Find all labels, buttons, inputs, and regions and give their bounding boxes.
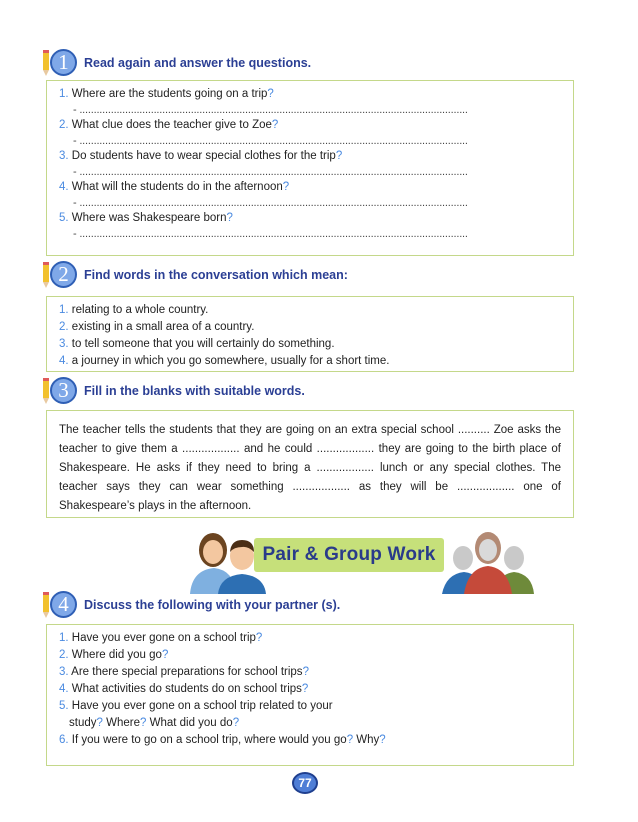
discussion-text: Where did you go (71, 649, 162, 661)
discussion-number: 6. (59, 734, 69, 746)
discussion-item (59, 698, 573, 732)
discussion-number: 3. (59, 666, 69, 678)
discussion-text: Why (353, 734, 380, 746)
question-mark: ? (271, 119, 279, 131)
pair-group-work-title: Pair & Group Work (262, 544, 436, 565)
discussion-number: 5. (59, 700, 69, 712)
definitions-box (46, 296, 574, 372)
section-2-title: Find words in the conversation which mean: (84, 268, 348, 282)
section-3-number: 3 (50, 377, 77, 404)
question-item (59, 180, 573, 195)
pencil-icon (42, 262, 50, 288)
section-1-title: Read again and answer the questions. (84, 56, 312, 70)
question-number: 5. (59, 212, 69, 224)
answer-line: - ........................................................................................................................................ (73, 228, 468, 240)
discussion-text: Have you ever gone on a school trip related to your (71, 700, 333, 712)
question-mark: ? (301, 683, 309, 695)
discussion-text: If you were to go on a school trip, where would you go (71, 734, 347, 746)
question-mark: ? (302, 666, 309, 678)
answer-line: - ........................................................................................................................................ (73, 166, 468, 178)
discussion-item (59, 681, 573, 698)
section-1-number: 1 (50, 49, 77, 76)
discussion-number: 2. (59, 649, 69, 661)
question-mark: ? (346, 734, 354, 746)
pencil-icon (42, 378, 50, 404)
question-text: Do students have to wear special clothes for the trip (71, 150, 336, 162)
question-number: 4. (59, 181, 69, 193)
discussion-text: Are there special preparations for school trips (71, 666, 303, 678)
fill-blanks-box (46, 410, 574, 518)
pair-group-work-bar (254, 538, 444, 572)
definition-text: relating to a whole country. (71, 304, 209, 316)
answer-line: - ........................................................................................................................................ (73, 135, 468, 147)
question-mark: ? (255, 632, 263, 644)
section-2-number: 2 (50, 261, 77, 288)
question-text: What will the students do in the afternoon (71, 181, 283, 193)
discussion-number: 4. (59, 683, 69, 695)
question-mark: ? (379, 734, 386, 746)
definition-number: 3. (59, 338, 69, 350)
page-number: 77 (292, 772, 318, 794)
definition-number: 1. (59, 304, 69, 316)
answer-line: - ........................................................................................................................................ (73, 104, 468, 116)
question-mark: ? (96, 717, 103, 729)
discussion-item (59, 732, 573, 749)
discussion-number: 1. (59, 632, 69, 644)
discussion-text: Have you ever gone on a school trip (71, 632, 256, 644)
question-mark: ? (161, 649, 169, 661)
question-text: Where are the students going on a trip (71, 88, 268, 100)
section-2-badge (40, 260, 80, 290)
question-number: 2. (59, 119, 69, 131)
question-item (59, 118, 573, 133)
section-4-title: Discuss the following with your partner (s). (84, 598, 341, 612)
definitions-list (47, 297, 573, 370)
questions-list (47, 81, 573, 242)
definition-item (59, 319, 573, 336)
pair-group-work-banner (184, 518, 534, 594)
section-3-header (40, 376, 305, 406)
discussion-item (59, 630, 573, 647)
section-4-header (40, 590, 340, 620)
question-mark: ? (335, 150, 343, 162)
section-4-badge (40, 590, 80, 620)
discussion-item (59, 647, 573, 664)
discussion-text: Where (102, 717, 140, 729)
question-item (59, 211, 573, 226)
question-item (59, 87, 573, 102)
section-3-badge (40, 376, 80, 406)
definition-text: to tell someone that you will certainly do something. (71, 338, 335, 350)
answer-line: - ........................................................................................................................................ (73, 197, 468, 209)
discussion-continuation (59, 715, 573, 732)
discussion-text: study (69, 717, 97, 729)
discussion-text: What did you do (146, 717, 233, 729)
question-text: What clue does the teacher give to Zoe (71, 119, 272, 131)
definition-text: a journey in which you go somewhere, usually for a short time. (71, 355, 390, 367)
section-4-number: 4 (50, 591, 77, 618)
definition-item (59, 302, 573, 319)
discussion-list (47, 625, 573, 749)
section-3-title: Fill in the blanks with suitable words. (84, 384, 305, 398)
question-mark: ? (232, 717, 240, 729)
question-text: Where was Shakespeare born (71, 212, 227, 224)
question-mark: ? (267, 88, 274, 100)
question-mark: ? (226, 212, 233, 224)
section-1-badge (40, 48, 80, 78)
question-item (59, 149, 573, 164)
pencil-icon (42, 592, 50, 618)
definition-number: 4. (59, 355, 69, 367)
definition-text: existing in a small area of a country. (71, 321, 255, 333)
section-1-header (40, 48, 311, 78)
definition-item (59, 353, 573, 370)
questions-box (46, 80, 574, 256)
discussion-item (59, 664, 573, 681)
question-number: 3. (59, 150, 69, 162)
fill-blanks-paragraph: The teacher tells the students that they are going on an extra special school .......... Zoe asks the teacher to give them a .................. and he could .................. they are going to the birth place of Shakespeare. He asks if they need to bring a .................. lunch or any special clothes. The teacher says they can wear something .................. as they will be .................. one of Shakespeare’s plays in the afternoon. (59, 424, 561, 512)
definition-item (59, 336, 573, 353)
section-2-header (40, 260, 348, 290)
discussion-box (46, 624, 574, 766)
pencil-icon (42, 50, 50, 76)
question-mark: ? (139, 717, 147, 729)
group-illustration (442, 518, 534, 594)
question-mark: ? (282, 181, 290, 193)
discussion-text: What activities do students do on school trips (71, 683, 302, 695)
definition-number: 2. (59, 321, 69, 333)
question-number: 1. (59, 88, 69, 100)
